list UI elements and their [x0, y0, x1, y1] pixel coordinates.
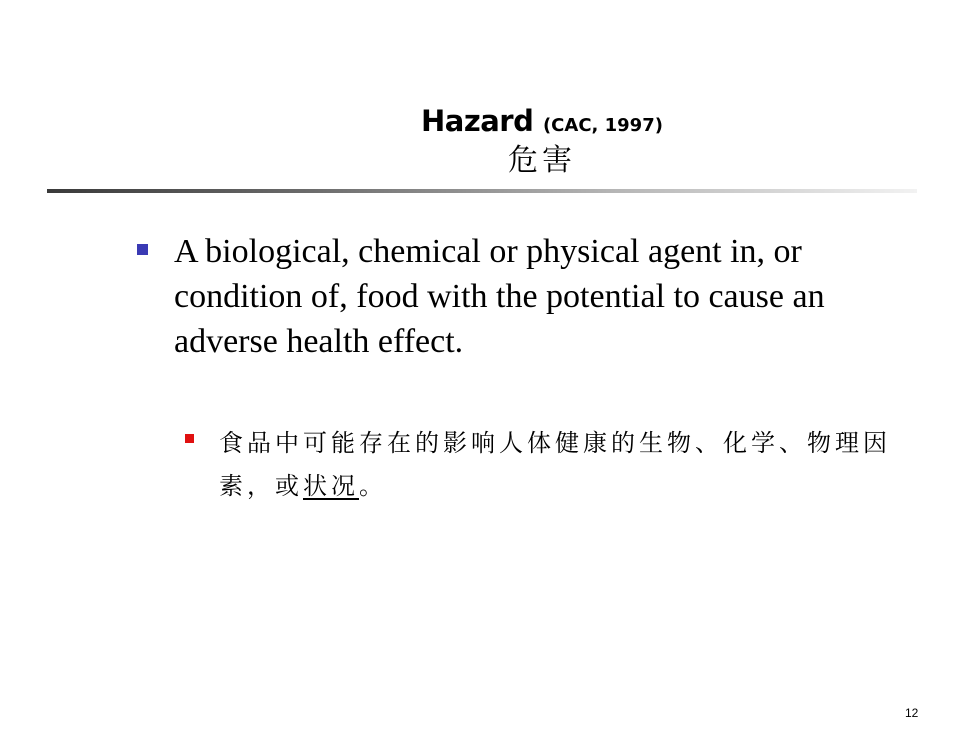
bullet-chinese-underlined: 状况: [303, 472, 359, 500]
page-title: [52, 103, 980, 139]
square-bullet-icon: [185, 434, 194, 443]
bullet-english-text: A biological, chemical or physical agent in, or condition of, food with the potential to cause an adverse health effect.: [174, 233, 825, 360]
bullet-chinese-plain: 食品中可能存在的影响人体健康的生物、化学、物理因素，或: [219, 429, 891, 500]
title-chinese: 危害: [508, 143, 576, 178]
square-bullet-icon: [137, 244, 148, 255]
title-citation: (CAC, 1997): [542, 115, 663, 136]
title-divider: [47, 189, 917, 193]
bullet-chinese-end: 。: [359, 472, 387, 500]
title-main: Hazard: [421, 104, 534, 138]
page-number: 12: [905, 706, 919, 720]
bullet-chinese-text: [219, 422, 909, 508]
title-block: [0, 103, 980, 181]
